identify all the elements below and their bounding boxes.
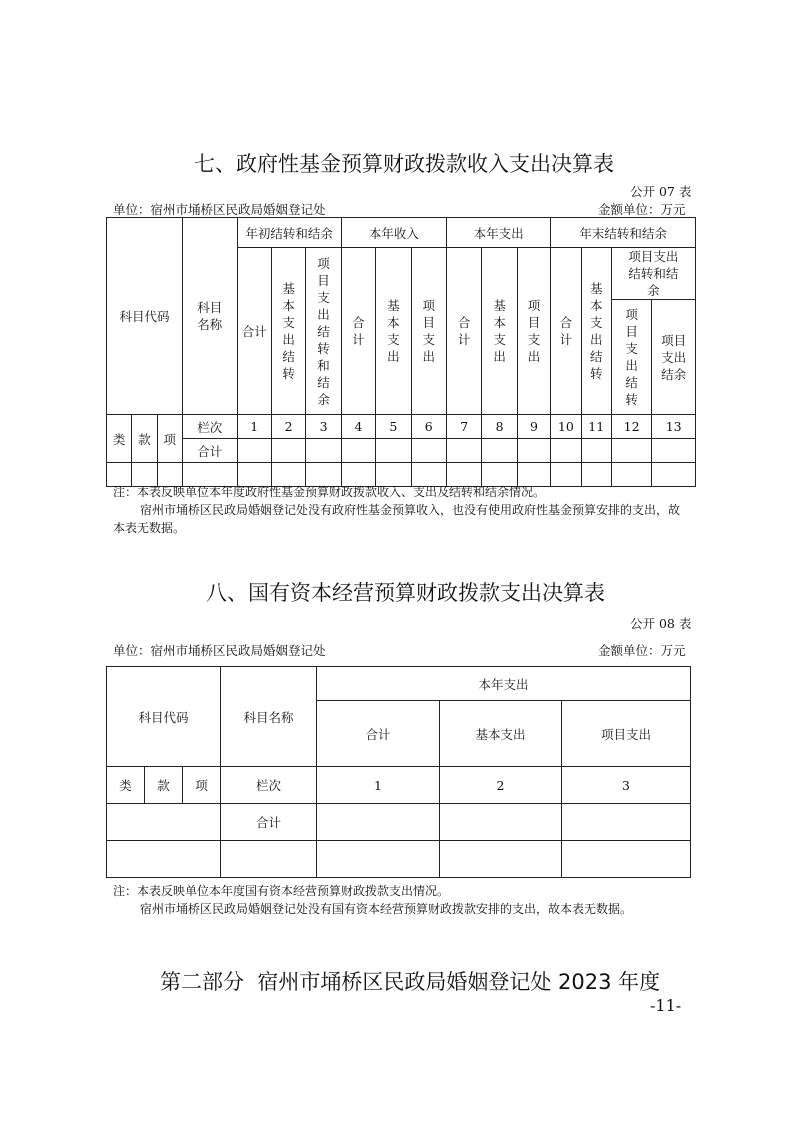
row-label-xiang: 项 (157, 415, 182, 463)
header-opening-balance: 年初结转和结余 (237, 218, 341, 248)
section8-note-line2: 宿州市埇桥区民政局婚姻登记处没有国有资本经营预算财政拨款安排的支出，故本表无数据。 (140, 902, 633, 916)
col-number: 5 (376, 415, 411, 439)
header-expense-total-text: 合计 (457, 315, 471, 347)
table-cell (581, 439, 611, 463)
header-closing-total (551, 248, 581, 415)
header-closing-basic (581, 248, 611, 415)
section8-unit: 单位：宿州市埇桥区民政局婚姻登记处 (113, 643, 326, 658)
table-cell (271, 439, 305, 463)
section7-title: 七、政府性基金预算财政拨款收入支出决算表 (194, 152, 614, 176)
header-expense-total (446, 248, 481, 415)
header-closing-balance: 年末结转和结余 (551, 218, 696, 248)
header-total: 合计 (317, 701, 440, 767)
header-closing-project-surplus (652, 300, 696, 415)
table-cell (107, 804, 221, 841)
section7-note-line2: 宿州市埇桥区民政局婚姻登记处没有政府性基金预算收入，也没有使用政府性基金预算安排的支出，故本表无数据。 (113, 503, 681, 535)
col-number: 3 (306, 415, 341, 439)
table-cell (221, 841, 317, 878)
header-expense-project-text: 项目支出 (527, 298, 541, 364)
col-number: 11 (581, 415, 611, 439)
table-cell (446, 439, 481, 463)
col-number: 3 (562, 767, 691, 804)
col-number: 13 (652, 415, 696, 439)
page-number: -11- (650, 996, 682, 1015)
col-number: 1 (237, 415, 271, 439)
col-number: 2 (271, 415, 305, 439)
col-number: 1 (317, 767, 440, 804)
table-cell (562, 804, 691, 841)
header-expense-basic-text: 基本支出 (493, 298, 506, 364)
section7-amount-unit: 金额单位：万元 (598, 202, 686, 217)
section7-unit: 单位：宿州市埇桥区民政局婚姻登记处 (113, 202, 326, 217)
table-cell (581, 463, 611, 487)
table-cell (611, 463, 651, 487)
section8-table-number: 公开 08 表 (630, 616, 692, 631)
table-cell (551, 439, 581, 463)
header-closing-project-carry-text: 项目支出结转 (625, 307, 638, 407)
section7-note-line1: 注：本表反映单位本年度政府性基金预算财政拨款收入、支出及结转和结余情况。 (113, 485, 546, 499)
table-cell (306, 439, 341, 463)
col-number: 12 (611, 415, 651, 439)
row-label-lanci: 栏次 (221, 767, 317, 804)
col-number: 9 (517, 415, 550, 439)
table-cell (611, 439, 651, 463)
section8-table (106, 666, 691, 878)
row-label-xiang: 项 (183, 767, 221, 804)
col-number: 8 (482, 415, 517, 439)
header-subject-name (182, 218, 237, 415)
header-opening-basic (271, 248, 305, 415)
section8-amount-unit: 金额单位：万元 (598, 643, 686, 658)
row-label-heji: 合计 (221, 804, 317, 841)
table-cell (376, 439, 411, 463)
header-subject-name: 科目名称 (221, 667, 317, 767)
header-closing-project (611, 248, 695, 300)
section8-note-line1: 注：本表反映单位本年度国有资本经营预算财政拨款支出情况。 (113, 884, 450, 898)
header-expense: 本年支出 (317, 667, 691, 701)
header-closing-total-text: 合计 (559, 315, 573, 347)
header-subject-name-text: 科目名称 (197, 300, 223, 332)
col-number: 2 (440, 767, 562, 804)
table-cell (517, 439, 550, 463)
row-label-lanci: 栏次 (182, 415, 237, 439)
table-cell (107, 841, 221, 878)
table-cell (562, 841, 691, 878)
header-opening-project (306, 248, 341, 415)
header-income: 本年收入 (341, 218, 446, 248)
table-cell (341, 439, 375, 463)
header-expense-project (517, 248, 550, 415)
section7-table-number: 公开 07 表 (630, 184, 692, 199)
row-label-lei: 类 (107, 767, 145, 804)
row-label-lei: 类 (107, 415, 132, 463)
header-subject-code: 科目代码 (107, 667, 221, 767)
header-income-total-text: 合计 (352, 315, 365, 347)
header-expense-basic (482, 248, 517, 415)
row-label-kuan: 款 (132, 415, 157, 463)
header-opening-basic-text: 基本支出结转 (282, 281, 295, 381)
header-project: 项目支出 (562, 701, 691, 767)
header-closing-basic-text: 基本支出结转 (589, 281, 603, 381)
table-cell (551, 463, 581, 487)
table-cell (440, 841, 562, 878)
table-cell (317, 841, 440, 878)
col-number: 6 (411, 415, 446, 439)
header-closing-project-carry (611, 300, 651, 415)
header-income-project-text: 项目支出 (422, 298, 435, 364)
header-closing-project-text: 项目支出结转和结余 (628, 249, 679, 298)
header-opening-project-text: 项目支出结转和结余 (317, 255, 330, 407)
header-expense: 本年支出 (446, 218, 550, 248)
col-number: 7 (446, 415, 481, 439)
header-income-basic-text: 基本支出 (387, 298, 400, 364)
section8-title: 八、国有资本经营预算财政拨款支出决算表 (206, 581, 605, 605)
part-title: 第二部分 宿州市埇桥区民政局婚姻登记处 2023 年度 (160, 970, 661, 994)
header-subject-code: 科目代码 (107, 218, 183, 415)
table-cell (652, 463, 696, 487)
row-label-kuan: 款 (145, 767, 183, 804)
table-cell (317, 804, 440, 841)
header-closing-project-surplus-text: 项目支出结余 (661, 332, 687, 382)
table-cell (652, 439, 696, 463)
table-cell (440, 804, 562, 841)
col-number: 4 (341, 415, 375, 439)
table-cell (237, 439, 271, 463)
header-income-basic (376, 248, 411, 415)
header-basic: 基本支出 (440, 701, 562, 767)
col-number: 10 (551, 415, 581, 439)
header-income-total (341, 248, 375, 415)
table-cell (482, 439, 517, 463)
table-cell (411, 439, 446, 463)
row-label-heji: 合计 (182, 439, 237, 463)
section7-table (106, 217, 696, 487)
header-income-project (411, 248, 446, 415)
header-opening-total: 合计 (237, 248, 271, 415)
